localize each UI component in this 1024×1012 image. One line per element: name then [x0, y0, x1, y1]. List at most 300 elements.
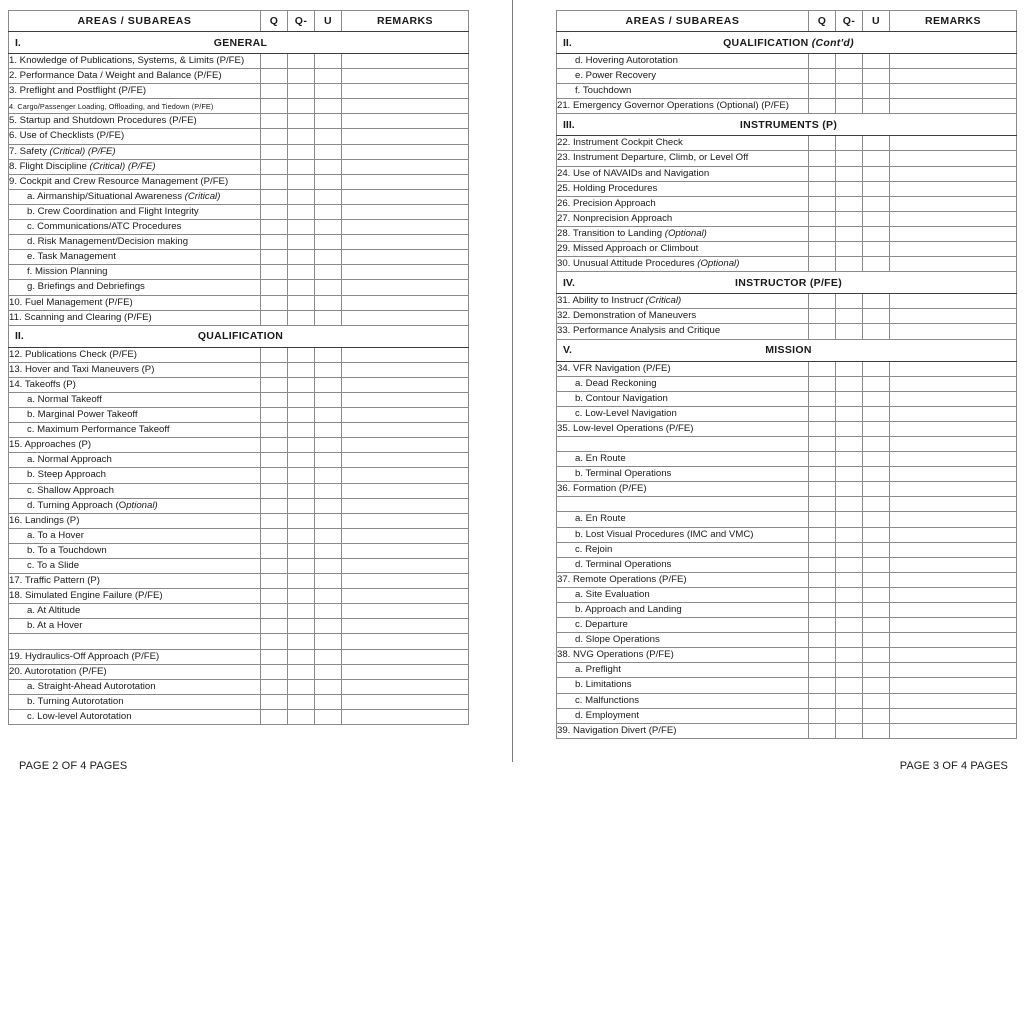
mark-cell-u[interactable]	[863, 452, 890, 467]
mark-cell-u[interactable]	[863, 84, 890, 99]
remarks-cell[interactable]	[890, 663, 1017, 678]
mark-cell-qminus[interactable]	[288, 144, 315, 159]
mark-cell-qminus[interactable]	[836, 648, 863, 663]
mark-cell-qminus[interactable]	[288, 589, 315, 604]
remarks-cell[interactable]	[342, 634, 469, 649]
mark-cell-u[interactable]	[315, 543, 342, 558]
mark-cell-u[interactable]	[863, 421, 890, 436]
mark-cell-u[interactable]	[863, 69, 890, 84]
mark-cell-qminus[interactable]	[288, 99, 315, 114]
mark-cell-u[interactable]	[863, 587, 890, 602]
remarks-cell[interactable]	[342, 679, 469, 694]
remarks-cell[interactable]	[342, 220, 469, 235]
mark-cell-u[interactable]	[315, 204, 342, 219]
mark-cell-q[interactable]	[261, 483, 288, 498]
mark-cell-qminus[interactable]	[836, 467, 863, 482]
mark-cell-qminus[interactable]	[288, 129, 315, 144]
mark-cell-qminus[interactable]	[288, 362, 315, 377]
mark-cell-qminus[interactable]	[288, 423, 315, 438]
mark-cell-u[interactable]	[315, 392, 342, 407]
mark-cell-q[interactable]	[261, 235, 288, 250]
mark-cell-qminus[interactable]	[836, 678, 863, 693]
mark-cell-q[interactable]	[261, 204, 288, 219]
remarks-cell[interactable]	[342, 250, 469, 265]
mark-cell-u[interactable]	[863, 166, 890, 181]
mark-cell-qminus[interactable]	[288, 483, 315, 498]
mark-cell-qminus[interactable]	[288, 114, 315, 129]
mark-cell-qminus[interactable]	[288, 69, 315, 84]
mark-cell-q[interactable]	[261, 679, 288, 694]
remarks-cell[interactable]	[890, 678, 1017, 693]
remarks-cell[interactable]	[890, 708, 1017, 723]
remarks-cell[interactable]	[342, 280, 469, 295]
mark-cell-u[interactable]	[863, 618, 890, 633]
mark-cell-u[interactable]	[863, 211, 890, 226]
remarks-cell[interactable]	[342, 604, 469, 619]
mark-cell-qminus[interactable]	[836, 452, 863, 467]
mark-cell-qminus[interactable]	[288, 634, 315, 649]
mark-cell-u[interactable]	[315, 513, 342, 528]
mark-cell-q[interactable]	[809, 648, 836, 663]
remarks-cell[interactable]	[342, 619, 469, 634]
mark-cell-qminus[interactable]	[836, 181, 863, 196]
remarks-cell[interactable]	[342, 408, 469, 423]
mark-cell-qminus[interactable]	[836, 361, 863, 376]
remarks-cell[interactable]	[890, 309, 1017, 324]
mark-cell-u[interactable]	[315, 54, 342, 69]
mark-cell-u[interactable]	[315, 69, 342, 84]
mark-cell-q[interactable]	[261, 295, 288, 310]
mark-cell-qminus[interactable]	[836, 633, 863, 648]
mark-cell-q[interactable]	[261, 174, 288, 189]
mark-cell-q[interactable]	[809, 324, 836, 339]
mark-cell-q[interactable]	[261, 310, 288, 325]
remarks-cell[interactable]	[890, 242, 1017, 257]
mark-cell-q[interactable]	[261, 543, 288, 558]
mark-cell-u[interactable]	[315, 589, 342, 604]
mark-cell-u[interactable]	[863, 542, 890, 557]
mark-cell-q[interactable]	[809, 181, 836, 196]
mark-cell-u[interactable]	[863, 557, 890, 572]
remarks-cell[interactable]	[890, 391, 1017, 406]
mark-cell-qminus[interactable]	[288, 649, 315, 664]
remarks-cell[interactable]	[342, 423, 469, 438]
mark-cell-u[interactable]	[315, 129, 342, 144]
mark-cell-u[interactable]	[315, 250, 342, 265]
remarks-cell[interactable]	[342, 265, 469, 280]
mark-cell-q[interactable]	[261, 634, 288, 649]
mark-cell-qminus[interactable]	[836, 663, 863, 678]
mark-cell-qminus[interactable]	[288, 280, 315, 295]
mark-cell-u[interactable]	[315, 619, 342, 634]
remarks-cell[interactable]	[342, 362, 469, 377]
mark-cell-q[interactable]	[809, 69, 836, 84]
mark-cell-q[interactable]	[261, 468, 288, 483]
mark-cell-u[interactable]	[315, 468, 342, 483]
mark-cell-u[interactable]	[315, 174, 342, 189]
mark-cell-u[interactable]	[863, 181, 890, 196]
mark-cell-q[interactable]	[261, 99, 288, 114]
mark-cell-qminus[interactable]	[288, 54, 315, 69]
mark-cell-qminus[interactable]	[288, 438, 315, 453]
mark-cell-q[interactable]	[809, 421, 836, 436]
mark-cell-q[interactable]	[809, 257, 836, 272]
mark-cell-qminus[interactable]	[288, 604, 315, 619]
mark-cell-q[interactable]	[261, 408, 288, 423]
mark-cell-q[interactable]	[261, 589, 288, 604]
mark-cell-q[interactable]	[261, 250, 288, 265]
mark-cell-u[interactable]	[863, 136, 890, 151]
mark-cell-u[interactable]	[863, 361, 890, 376]
mark-cell-u[interactable]	[315, 709, 342, 724]
mark-cell-qminus[interactable]	[288, 159, 315, 174]
mark-cell-qminus[interactable]	[836, 572, 863, 587]
remarks-cell[interactable]	[890, 436, 1017, 451]
mark-cell-q[interactable]	[809, 693, 836, 708]
mark-cell-qminus[interactable]	[288, 220, 315, 235]
remarks-cell[interactable]	[890, 572, 1017, 587]
mark-cell-u[interactable]	[315, 483, 342, 498]
remarks-cell[interactable]	[890, 294, 1017, 309]
mark-cell-u[interactable]	[863, 294, 890, 309]
mark-cell-q[interactable]	[261, 392, 288, 407]
mark-cell-q[interactable]	[261, 129, 288, 144]
remarks-cell[interactable]	[342, 129, 469, 144]
remarks-cell[interactable]	[890, 257, 1017, 272]
mark-cell-q[interactable]	[809, 527, 836, 542]
mark-cell-qminus[interactable]	[836, 391, 863, 406]
mark-cell-u[interactable]	[315, 310, 342, 325]
remarks-cell[interactable]	[890, 181, 1017, 196]
remarks-cell[interactable]	[890, 482, 1017, 497]
mark-cell-qminus[interactable]	[288, 709, 315, 724]
mark-cell-q[interactable]	[809, 166, 836, 181]
mark-cell-qminus[interactable]	[288, 664, 315, 679]
mark-cell-u[interactable]	[863, 257, 890, 272]
remarks-cell[interactable]	[342, 694, 469, 709]
mark-cell-u[interactable]	[863, 467, 890, 482]
mark-cell-q[interactable]	[261, 528, 288, 543]
remarks-cell[interactable]	[890, 542, 1017, 557]
mark-cell-qminus[interactable]	[288, 408, 315, 423]
mark-cell-qminus[interactable]	[288, 84, 315, 99]
mark-cell-q[interactable]	[261, 265, 288, 280]
mark-cell-q[interactable]	[809, 151, 836, 166]
mark-cell-u[interactable]	[863, 99, 890, 114]
mark-cell-u[interactable]	[315, 604, 342, 619]
mark-cell-q[interactable]	[809, 361, 836, 376]
mark-cell-u[interactable]	[863, 436, 890, 451]
remarks-cell[interactable]	[342, 709, 469, 724]
mark-cell-q[interactable]	[809, 376, 836, 391]
mark-cell-q[interactable]	[261, 220, 288, 235]
mark-cell-q[interactable]	[261, 159, 288, 174]
remarks-cell[interactable]	[890, 648, 1017, 663]
mark-cell-u[interactable]	[863, 309, 890, 324]
mark-cell-qminus[interactable]	[288, 513, 315, 528]
remarks-cell[interactable]	[890, 226, 1017, 241]
mark-cell-u[interactable]	[863, 406, 890, 421]
mark-cell-u[interactable]	[863, 226, 890, 241]
mark-cell-u[interactable]	[315, 664, 342, 679]
remarks-cell[interactable]	[890, 693, 1017, 708]
remarks-cell[interactable]	[342, 438, 469, 453]
remarks-cell[interactable]	[342, 144, 469, 159]
mark-cell-qminus[interactable]	[836, 257, 863, 272]
mark-cell-u[interactable]	[863, 242, 890, 257]
mark-cell-q[interactable]	[261, 438, 288, 453]
mark-cell-qminus[interactable]	[836, 436, 863, 451]
mark-cell-qminus[interactable]	[836, 54, 863, 69]
mark-cell-q[interactable]	[809, 406, 836, 421]
mark-cell-qminus[interactable]	[288, 498, 315, 513]
remarks-cell[interactable]	[890, 151, 1017, 166]
remarks-cell[interactable]	[342, 543, 469, 558]
remarks-cell[interactable]	[890, 54, 1017, 69]
mark-cell-u[interactable]	[315, 84, 342, 99]
mark-cell-qminus[interactable]	[288, 204, 315, 219]
mark-cell-qminus[interactable]	[836, 527, 863, 542]
mark-cell-qminus[interactable]	[288, 310, 315, 325]
remarks-cell[interactable]	[342, 69, 469, 84]
mark-cell-u[interactable]	[315, 280, 342, 295]
mark-cell-q[interactable]	[261, 189, 288, 204]
remarks-cell[interactable]	[342, 498, 469, 513]
mark-cell-q[interactable]	[809, 678, 836, 693]
mark-cell-qminus[interactable]	[288, 528, 315, 543]
mark-cell-qminus[interactable]	[836, 84, 863, 99]
mark-cell-q[interactable]	[809, 603, 836, 618]
remarks-cell[interactable]	[890, 557, 1017, 572]
mark-cell-qminus[interactable]	[288, 559, 315, 574]
mark-cell-q[interactable]	[809, 452, 836, 467]
mark-cell-q[interactable]	[261, 709, 288, 724]
remarks-cell[interactable]	[342, 189, 469, 204]
remarks-cell[interactable]	[342, 310, 469, 325]
mark-cell-qminus[interactable]	[836, 226, 863, 241]
remarks-cell[interactable]	[342, 483, 469, 498]
mark-cell-qminus[interactable]	[836, 406, 863, 421]
remarks-cell[interactable]	[342, 54, 469, 69]
mark-cell-u[interactable]	[863, 151, 890, 166]
remarks-cell[interactable]	[342, 377, 469, 392]
mark-cell-u[interactable]	[315, 559, 342, 574]
mark-cell-u[interactable]	[315, 235, 342, 250]
mark-cell-u[interactable]	[863, 648, 890, 663]
remarks-cell[interactable]	[890, 587, 1017, 602]
remarks-cell[interactable]	[890, 421, 1017, 436]
remarks-cell[interactable]	[890, 136, 1017, 151]
remarks-cell[interactable]	[890, 99, 1017, 114]
mark-cell-u[interactable]	[863, 723, 890, 738]
mark-cell-u[interactable]	[863, 196, 890, 211]
mark-cell-u[interactable]	[315, 694, 342, 709]
remarks-cell[interactable]	[342, 235, 469, 250]
remarks-cell[interactable]	[890, 452, 1017, 467]
mark-cell-q[interactable]	[809, 226, 836, 241]
mark-cell-q[interactable]	[809, 196, 836, 211]
remarks-cell[interactable]	[342, 295, 469, 310]
mark-cell-u[interactable]	[315, 634, 342, 649]
remarks-cell[interactable]	[342, 99, 469, 114]
mark-cell-qminus[interactable]	[836, 587, 863, 602]
remarks-cell[interactable]	[342, 574, 469, 589]
mark-cell-qminus[interactable]	[288, 694, 315, 709]
mark-cell-q[interactable]	[809, 436, 836, 451]
mark-cell-u[interactable]	[863, 527, 890, 542]
mark-cell-qminus[interactable]	[836, 324, 863, 339]
mark-cell-q[interactable]	[809, 542, 836, 557]
mark-cell-u[interactable]	[863, 678, 890, 693]
mark-cell-u[interactable]	[863, 324, 890, 339]
mark-cell-qminus[interactable]	[836, 512, 863, 527]
mark-cell-qminus[interactable]	[288, 347, 315, 362]
remarks-cell[interactable]	[342, 559, 469, 574]
mark-cell-q[interactable]	[261, 619, 288, 634]
remarks-cell[interactable]	[342, 174, 469, 189]
mark-cell-q[interactable]	[261, 559, 288, 574]
remarks-cell[interactable]	[342, 649, 469, 664]
remarks-cell[interactable]	[890, 467, 1017, 482]
mark-cell-q[interactable]	[261, 694, 288, 709]
mark-cell-q[interactable]	[809, 309, 836, 324]
remarks-cell[interactable]	[890, 527, 1017, 542]
mark-cell-q[interactable]	[261, 377, 288, 392]
mark-cell-qminus[interactable]	[288, 392, 315, 407]
mark-cell-u[interactable]	[863, 512, 890, 527]
mark-cell-qminus[interactable]	[836, 69, 863, 84]
mark-cell-qminus[interactable]	[836, 618, 863, 633]
mark-cell-qminus[interactable]	[288, 189, 315, 204]
mark-cell-q[interactable]	[809, 618, 836, 633]
mark-cell-qminus[interactable]	[288, 453, 315, 468]
mark-cell-qminus[interactable]	[836, 99, 863, 114]
mark-cell-qminus[interactable]	[288, 250, 315, 265]
mark-cell-qminus[interactable]	[836, 242, 863, 257]
mark-cell-q[interactable]	[261, 54, 288, 69]
mark-cell-qminus[interactable]	[836, 557, 863, 572]
remarks-cell[interactable]	[890, 618, 1017, 633]
mark-cell-q[interactable]	[809, 136, 836, 151]
mark-cell-q[interactable]	[261, 513, 288, 528]
remarks-cell[interactable]	[890, 211, 1017, 226]
mark-cell-qminus[interactable]	[836, 708, 863, 723]
mark-cell-qminus[interactable]	[288, 679, 315, 694]
remarks-cell[interactable]	[890, 166, 1017, 181]
mark-cell-q[interactable]	[261, 280, 288, 295]
mark-cell-u[interactable]	[315, 528, 342, 543]
mark-cell-qminus[interactable]	[288, 174, 315, 189]
mark-cell-u[interactable]	[315, 423, 342, 438]
mark-cell-q[interactable]	[261, 498, 288, 513]
mark-cell-qminus[interactable]	[288, 265, 315, 280]
mark-cell-u[interactable]	[315, 265, 342, 280]
mark-cell-q[interactable]	[261, 664, 288, 679]
mark-cell-q[interactable]	[809, 242, 836, 257]
mark-cell-qminus[interactable]	[288, 543, 315, 558]
remarks-cell[interactable]	[890, 512, 1017, 527]
remarks-cell[interactable]	[890, 84, 1017, 99]
mark-cell-q[interactable]	[809, 557, 836, 572]
mark-cell-q[interactable]	[261, 423, 288, 438]
mark-cell-u[interactable]	[315, 99, 342, 114]
remarks-cell[interactable]	[890, 603, 1017, 618]
mark-cell-qminus[interactable]	[836, 166, 863, 181]
mark-cell-qminus[interactable]	[836, 542, 863, 557]
mark-cell-u[interactable]	[863, 663, 890, 678]
mark-cell-q[interactable]	[809, 467, 836, 482]
remarks-cell[interactable]	[342, 204, 469, 219]
mark-cell-q[interactable]	[261, 347, 288, 362]
remarks-cell[interactable]	[890, 324, 1017, 339]
remarks-cell[interactable]	[342, 84, 469, 99]
mark-cell-q[interactable]	[809, 294, 836, 309]
mark-cell-qminus[interactable]	[836, 151, 863, 166]
mark-cell-q[interactable]	[261, 574, 288, 589]
mark-cell-qminus[interactable]	[836, 723, 863, 738]
remarks-cell[interactable]	[890, 723, 1017, 738]
mark-cell-qminus[interactable]	[836, 211, 863, 226]
mark-cell-qminus[interactable]	[836, 294, 863, 309]
mark-cell-qminus[interactable]	[836, 482, 863, 497]
mark-cell-u[interactable]	[315, 408, 342, 423]
mark-cell-q[interactable]	[261, 649, 288, 664]
mark-cell-q[interactable]	[261, 114, 288, 129]
mark-cell-u[interactable]	[315, 453, 342, 468]
mark-cell-u[interactable]	[315, 649, 342, 664]
mark-cell-qminus[interactable]	[836, 603, 863, 618]
remarks-cell[interactable]	[342, 159, 469, 174]
mark-cell-qminus[interactable]	[836, 693, 863, 708]
mark-cell-q[interactable]	[809, 633, 836, 648]
mark-cell-qminus[interactable]	[288, 235, 315, 250]
mark-cell-u[interactable]	[863, 603, 890, 618]
mark-cell-q[interactable]	[261, 144, 288, 159]
remarks-cell[interactable]	[342, 513, 469, 528]
mark-cell-q[interactable]	[809, 482, 836, 497]
mark-cell-qminus[interactable]	[836, 497, 863, 512]
mark-cell-qminus[interactable]	[288, 619, 315, 634]
mark-cell-u[interactable]	[315, 114, 342, 129]
mark-cell-qminus[interactable]	[288, 574, 315, 589]
mark-cell-q[interactable]	[809, 572, 836, 587]
mark-cell-q[interactable]	[809, 391, 836, 406]
mark-cell-q[interactable]	[261, 453, 288, 468]
mark-cell-u[interactable]	[315, 220, 342, 235]
mark-cell-q[interactable]	[809, 663, 836, 678]
mark-cell-u[interactable]	[315, 189, 342, 204]
mark-cell-u[interactable]	[315, 679, 342, 694]
mark-cell-q[interactable]	[809, 84, 836, 99]
mark-cell-q[interactable]	[809, 723, 836, 738]
remarks-cell[interactable]	[890, 69, 1017, 84]
remarks-cell[interactable]	[342, 664, 469, 679]
mark-cell-qminus[interactable]	[288, 377, 315, 392]
mark-cell-u[interactable]	[863, 54, 890, 69]
remarks-cell[interactable]	[890, 633, 1017, 648]
mark-cell-q[interactable]	[809, 54, 836, 69]
mark-cell-u[interactable]	[315, 377, 342, 392]
remarks-cell[interactable]	[890, 497, 1017, 512]
mark-cell-u[interactable]	[863, 376, 890, 391]
mark-cell-u[interactable]	[315, 362, 342, 377]
remarks-cell[interactable]	[890, 196, 1017, 211]
mark-cell-u[interactable]	[863, 693, 890, 708]
mark-cell-q[interactable]	[261, 604, 288, 619]
remarks-cell[interactable]	[342, 528, 469, 543]
mark-cell-u[interactable]	[315, 144, 342, 159]
mark-cell-qminus[interactable]	[836, 136, 863, 151]
